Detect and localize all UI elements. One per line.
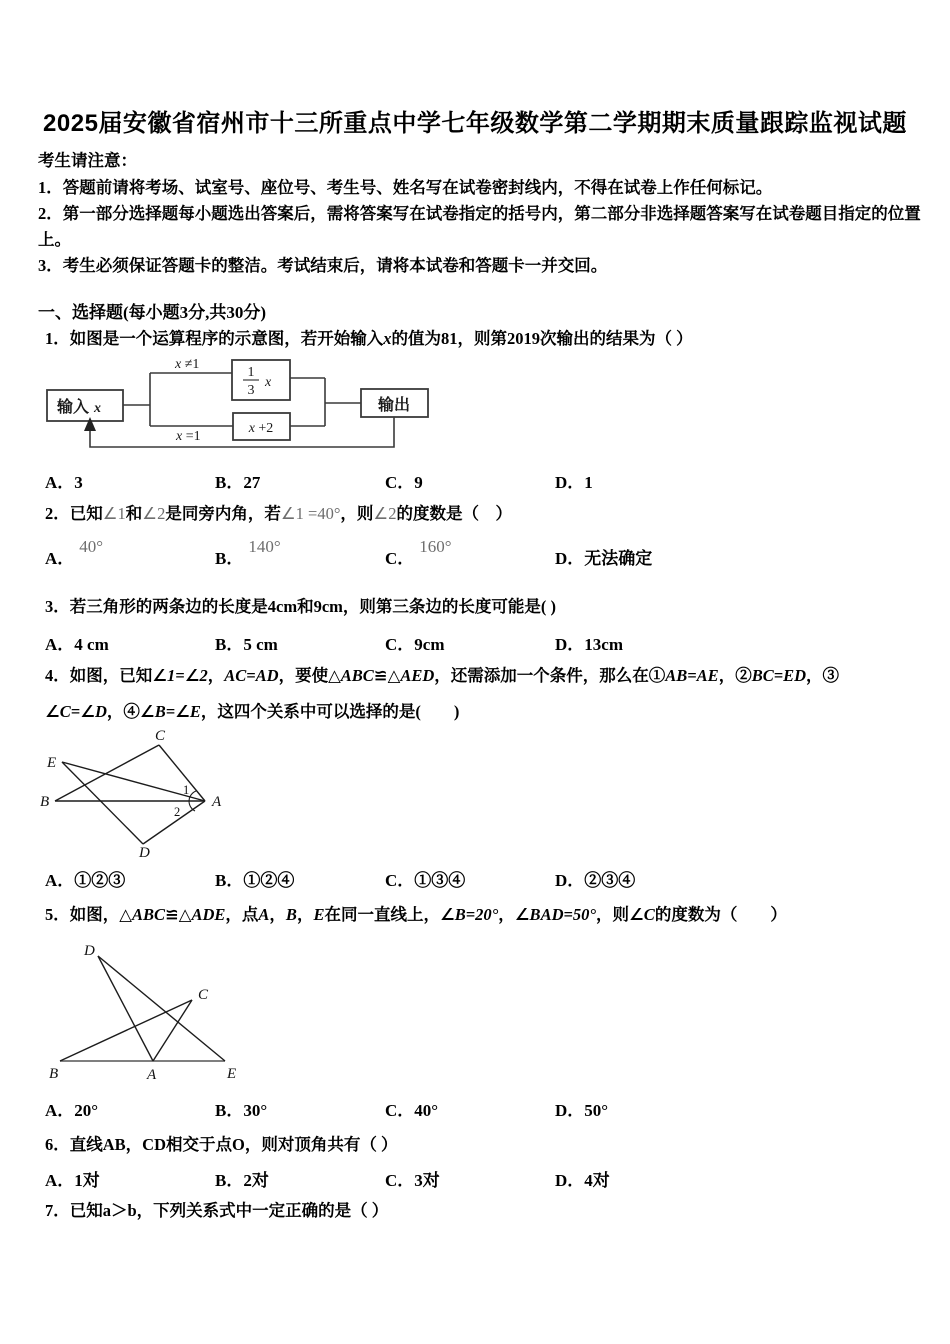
option-c: C．40° [385,1101,439,1120]
text-segment: 3． [45,597,70,616]
flowchart-condition-top: x ≠1 [175,357,200,372]
text-segment: ， [207,666,225,685]
text-segment: 如图， [69,905,120,924]
point-label-d: D [84,943,95,959]
option-b: B．①②④ [215,871,295,890]
question-3-text [45,594,935,619]
point-label-b: B [49,1066,59,1082]
text-segment: AC=AD [224,666,279,685]
text-segment: 是同旁内角，若 [165,504,281,523]
text-segment: 和 [125,504,143,523]
option-a: A．4 cm [45,635,109,654]
text-segment: B [285,905,297,924]
text-segment: ，③ [806,666,840,685]
text-segment: BC=ED [751,666,807,685]
text-segment: 的值为81，则第2019次输出的结果为（ ） [391,329,693,348]
notice-item-3: 3．考生必须保证答题卡的整洁。考试结束后，请将本试卷和答题卡一并交回。 [38,256,608,275]
option-d: D．50° [555,1101,609,1120]
flowchart-condition-bottom: x =1 [176,429,201,444]
question-5-text [45,902,935,927]
text-segment: ，② [718,666,752,685]
text-segment: 在同一直线上， [324,905,440,924]
option-b: B．5 cm [215,635,278,654]
text-segment: 6． [45,1135,70,1154]
text-segment: x [383,329,392,348]
question-3-options [0,630,950,656]
text-segment: ∠B=∠E [139,702,201,721]
text-segment: ∠C=∠D [45,702,107,721]
figure-flowchart [40,353,440,461]
flowchart-fraction-numerator: 1 [247,365,255,380]
point-label-e: E [47,755,57,771]
option-a: A．3 [45,473,83,492]
option-d: D．4对 [555,1171,610,1190]
figure-q4-triangles [35,728,225,861]
option-d: D．13cm [555,635,623,654]
point-label-d: D [139,845,150,861]
flowchart-divide-box [232,360,290,400]
question-1-options [0,468,950,494]
text-segment: 4． [45,666,70,685]
text-segment: 2． [45,504,70,523]
option-value: 40° [79,537,104,556]
text-segment: 直线AB，CD相交于点O，则对顶角共有（ ） [69,1135,398,1154]
option-a: A．20° [45,1101,99,1120]
section-header: 一、选择题(每小题3分,共30分) [38,303,267,322]
notice-heading: 考生请注意： [38,151,137,170]
option-c: C．①③④ [385,871,466,890]
option-a: A．1对 [45,1171,100,1190]
question-2-options [0,537,950,570]
option-b [215,537,281,569]
notice-item-2: 2．第一部分选择题每小题选出答案后，需将答案写在试卷指定的括号内，第二部分非选择题答案写在试卷题目指定的位置上。 [38,204,921,249]
option-a: A．①②③ [45,871,126,890]
text-segment: 如图是一个运算程序的示意图，若开始输入 [69,329,384,348]
text-segment: ∠2 [142,504,166,523]
option-d: D．②③④ [555,871,636,890]
text-segment: ∠2 [373,504,397,523]
text-segment: △ABC≌△AED [328,666,435,685]
question-2-text [45,501,935,526]
text-segment: 的度数为（ ） [654,905,787,924]
text-segment: 已知 [69,504,103,523]
question-7-text [45,1198,935,1223]
text-segment: ， [296,905,314,924]
question-4-options [0,866,950,892]
option-c: C．3对 [385,1171,440,1190]
flowchart-return-arrowhead [84,417,96,431]
point-label-a: A [147,1067,157,1083]
option-value: 无法确定 [584,549,653,568]
text-segment: A [258,905,270,924]
question-4-text-line1 [45,663,935,688]
text-segment: ∠C [629,905,655,924]
text-segment: 5． [45,905,70,924]
option-b: B．30° [215,1101,268,1120]
flowchart-fraction-denominator: 3 [247,383,255,398]
figure-q5-triangles [40,938,250,1086]
text-segment: 若三角形的两条边的长度是4cm和9cm，则第三条边的长度可能是( ) [69,597,557,616]
option-label: A． [45,549,75,568]
text-segment: ，点 [225,905,259,924]
text-segment: AB=AE [665,666,719,685]
option-c [385,537,452,569]
flowchart-output-label: 输出 [377,397,411,414]
option-d: D．1 [555,473,593,492]
option-b: B．2对 [215,1171,269,1190]
text-segment: ， [498,905,515,924]
point-label-c: C [198,987,209,1003]
point-label-e: E [227,1066,237,1082]
point-label-b: B [40,794,50,810]
text-segment: ∠1 [102,504,126,523]
question-4-text-line2 [45,699,935,724]
text-segment: E [313,905,325,924]
text-segment: ，④ [106,702,140,721]
text-segment: ，要使 [278,666,329,685]
point-label-c: C [155,728,166,744]
flowchart-input-label: 输入 x [57,399,102,416]
question-6-options [0,1166,950,1192]
notice-item-1: 1．答题前请将考场、试室号、座位号、考生号、姓名写在试卷密封线内，不得在试卷上作任何标记。 [38,178,773,197]
option-label: B． [215,549,244,568]
angle-label-2: 2 [174,805,181,819]
question-5-options [0,1096,950,1122]
text-segment: ∠BAD=50° [514,905,596,924]
text-segment: ∠1=∠2 [152,666,208,685]
text-segment: ∠1 =40° [280,504,341,523]
text-segment: ，还需添加一个条件，那么在① [434,666,666,685]
text-segment: ，则 [596,905,629,924]
option-b: B．27 [215,473,261,492]
option-d [555,544,652,569]
text-segment: △ABC≌△ADE [119,905,226,924]
option-label: D． [555,549,585,568]
angle-label-1: 1 [183,783,190,797]
flowchart-add-label: x +2 [248,421,274,436]
text-segment: 7． [45,1201,70,1220]
option-value: 140° [248,537,281,556]
question-1-text [45,326,935,351]
flowchart-fraction-variable: x [265,375,272,390]
text-segment: 1． [45,329,70,348]
text-segment: 的度数是（ ） [396,504,512,523]
text-segment: ， [269,905,286,924]
text-segment: 如图，已知 [69,666,153,685]
text-segment: ，则 [340,504,374,523]
option-a [45,537,104,569]
point-label-a: A [212,794,222,810]
text-segment: 已知a＞b，下列关系式中一定正确的是（ ） [69,1201,389,1220]
option-c: C．9 [385,473,423,492]
text-segment: ∠B=20° [439,905,499,924]
option-value: 160° [419,537,452,556]
option-label: C． [385,549,415,568]
text-segment: ，这四个关系中可以选择的是( ) [200,702,460,721]
option-c: C．9cm [385,635,445,654]
question-6-text [45,1132,935,1157]
page-title: 2025届安徽省宿州市十三所重点中学七年级数学第二学期期末质量跟踪监视试题 [43,110,907,137]
